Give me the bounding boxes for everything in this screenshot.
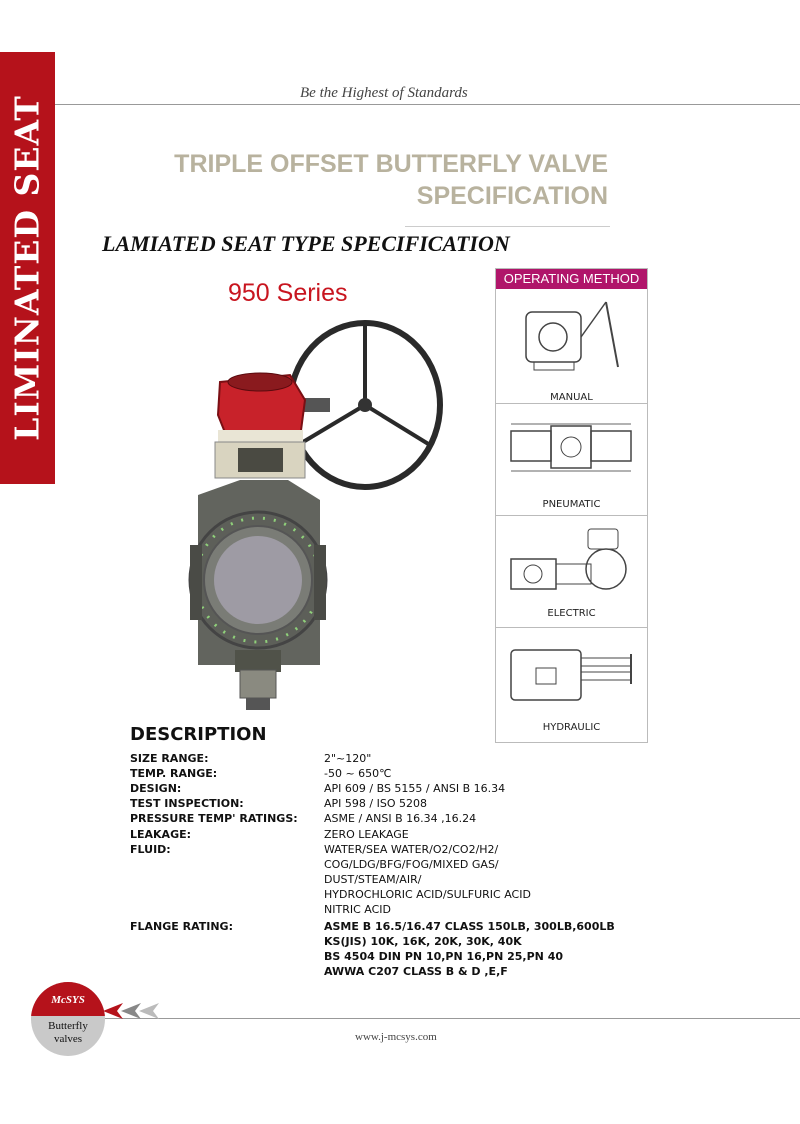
operating-method-header: OPERATING METHOD — [496, 269, 647, 289]
spec-label-temp-range: TEMP. RANGE: — [130, 767, 218, 780]
page-title-line2: SPECIFICATION — [416, 182, 608, 210]
spec-value-flange-rating: BS 4504 DIN PN 10,PN 16,PN 25,PN 40 — [324, 950, 563, 963]
operating-method-manual — [496, 289, 647, 403]
logo-line2: valves — [53, 1033, 83, 1045]
operating-method-label: HYDRAULIC — [542, 722, 601, 733]
spec-label-design: DESIGN: — [130, 782, 182, 795]
pneumatic-actuator-icon — [506, 416, 636, 488]
spec-label-size-range: SIZE RANGE: — [130, 752, 209, 765]
operating-method-label: ELECTRIC — [547, 608, 596, 619]
spec-label-test-inspection: TEST INSPECTION: — [130, 797, 244, 810]
spec-value-temp-range: -50 ~ 650℃ — [324, 767, 392, 780]
operating-method-label: PNEUMATIC — [542, 499, 601, 510]
operating-method-label: MANUAL — [550, 392, 593, 403]
spec-value-fluid: WATER/SEA WATER/O2/CO2/H2/ — [324, 843, 499, 856]
spec-label-flange-rating: FLANGE RATING: — [130, 920, 233, 933]
logo-line1: Butterfly — [48, 1020, 88, 1032]
page-title-line1: TRIPLE OFFSET BUTTERFLY VALVE — [174, 150, 608, 178]
footer-divider — [100, 1018, 800, 1019]
operating-method-hydraulic — [496, 627, 647, 743]
spec-value-fluid: DUST/STEAM/AIR/ — [324, 873, 422, 886]
valve-body-icon — [190, 480, 326, 672]
butterfly-valve-illustration — [180, 320, 450, 720]
spec-label-fluid: FLUID: — [130, 843, 171, 856]
title-divider — [405, 226, 610, 227]
description-heading: DESCRIPTION — [130, 724, 267, 745]
handwheel-icon — [290, 323, 440, 487]
tagline: Be the Highest of Standards — [300, 85, 468, 101]
subtitle: LAMIATED SEAT TYPE SPECIFICATION — [102, 231, 510, 256]
gearbox-icon — [218, 373, 305, 445]
spec-value-flange-rating: AWWA C207 CLASS B & D ,E,F — [324, 965, 508, 978]
arrows-icon — [103, 1000, 163, 1022]
spec-value-design: API 609 / BS 5155 / ANSI B 16.34 — [324, 782, 506, 795]
operating-method-pneumatic — [496, 403, 647, 516]
operating-method-panel — [495, 268, 648, 743]
spec-label-leakage: LEAKAGE: — [130, 828, 192, 841]
spec-value-flange-rating: ASME B 16.5/16.47 CLASS 150LB, 300LB,600LB — [324, 920, 615, 933]
mcsys-logo — [31, 982, 105, 1056]
spec-value-pressure-temp: ASME / ANSI B 16.34 ,16.24 — [324, 812, 477, 825]
header-divider — [55, 104, 800, 105]
operating-method-electric — [496, 515, 647, 628]
spec-value-fluid: NITRIC ACID — [324, 903, 391, 916]
logo-brand: McSYS — [51, 994, 85, 1006]
spec-value-fluid: COG/LDG/BFG/FOG/MIXED GAS/ — [324, 858, 499, 871]
spec-label-pressure-temp: PRESSURE TEMP' RATINGS: — [130, 812, 298, 825]
spec-value-fluid: HYDROCHLORIC ACID/SULFURIC ACID — [324, 888, 531, 901]
spec-value-flange-rating: KS(JIS) 10K, 16K, 20K, 30K, 40K — [324, 935, 522, 948]
side-band-label: LIMINATED SEAT — [7, 95, 47, 441]
manual-gear-operator-icon — [506, 297, 636, 377]
series-label: 950 Series — [228, 279, 348, 307]
spec-value-test-inspection: API 598 / ISO 5208 — [324, 797, 427, 810]
spec-value-size-range: 2"~120" — [324, 752, 372, 765]
website-link[interactable]: www.j-mcsys.com — [355, 1031, 437, 1043]
spec-value-leakage: ZERO LEAKAGE — [324, 828, 409, 841]
electric-actuator-icon — [506, 524, 636, 604]
hydraulic-actuator-icon — [506, 640, 636, 712]
